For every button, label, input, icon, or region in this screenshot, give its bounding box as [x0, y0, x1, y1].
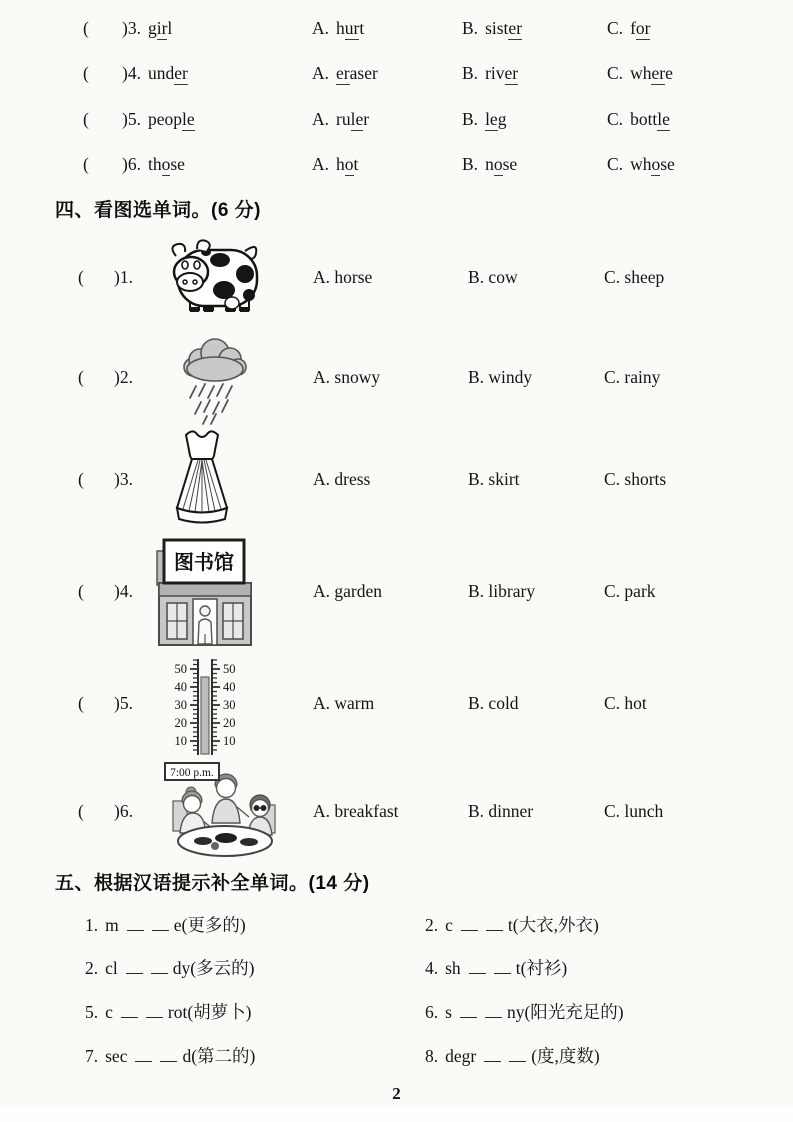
blank-line — [121, 1002, 138, 1018]
option-word — [630, 18, 650, 40]
opt-underlined: er — [508, 18, 523, 38]
word-pre: s — [445, 1002, 452, 1022]
question-number: )3. — [122, 18, 141, 38]
opt-underlined: o — [344, 154, 354, 174]
stem-word — [148, 109, 195, 131]
option-c: C. hot — [604, 693, 647, 713]
fill-row — [0, 914, 793, 936]
option-b: B. library — [468, 581, 536, 601]
stem-word — [148, 18, 172, 40]
option-b — [462, 17, 522, 39]
option-label: B. — [462, 154, 479, 174]
item-number: 4. — [425, 958, 439, 978]
opt-underlined: le — [350, 109, 364, 129]
stem-word — [148, 63, 188, 85]
option-a: A. dress — [313, 469, 371, 489]
opt-post: t — [359, 18, 365, 38]
opt-pre: wh — [630, 154, 652, 174]
word-pre: c — [445, 915, 453, 935]
option-c: C. shorts — [604, 469, 667, 489]
blank-line — [460, 1002, 477, 1018]
opt-post: r — [363, 109, 370, 129]
answer-bracket: ( — [78, 693, 84, 713]
option-b: B. windy — [468, 367, 533, 387]
blank-line — [485, 1002, 502, 1018]
option-word — [336, 154, 358, 176]
page-number: 2 — [392, 1084, 401, 1103]
opt-underlined: or — [635, 18, 651, 38]
word-pre: m — [105, 915, 119, 935]
chinese-hint: (大衣,外衣) — [512, 915, 599, 935]
question-stem — [122, 17, 172, 39]
chinese-hint: (度,度数) — [531, 1046, 600, 1066]
item-number: 5. — [85, 1002, 99, 1022]
opt-underlined: le — [485, 109, 498, 129]
word-pre: c — [105, 1002, 113, 1022]
option-label: B. — [462, 63, 479, 83]
chinese-hint: (第二的) — [191, 1046, 256, 1066]
time-label: 7:00 p.m. — [170, 767, 214, 779]
answer-bracket: ( — [83, 154, 89, 174]
picture-question-row — [0, 266, 793, 288]
fill-item — [425, 1045, 600, 1067]
blank-line — [484, 1046, 501, 1062]
opt-pre: bott — [630, 109, 658, 129]
fill-item — [425, 914, 599, 936]
option-word — [336, 63, 378, 85]
word-post: t — [507, 915, 513, 935]
question-stem — [122, 153, 185, 175]
thermometer-scale-number: 40 — [174, 680, 187, 694]
opt-post: e — [665, 63, 673, 83]
opt-post: t — [353, 154, 359, 174]
option-b — [462, 62, 518, 84]
question-number: )6. — [122, 154, 141, 174]
fill-item — [85, 914, 246, 936]
option-a: A. garden — [313, 581, 383, 601]
blank-line — [127, 915, 144, 931]
option-word — [630, 63, 673, 85]
option-a — [312, 17, 364, 39]
section4-title: 四、看图选单词。(6 分) — [55, 200, 262, 221]
option-word — [485, 18, 522, 40]
opt-pre: wh — [630, 63, 652, 83]
chinese-hint: (阳光充足的) — [524, 1002, 624, 1022]
option-a — [312, 153, 358, 175]
stem-pre: peop — [147, 109, 182, 129]
option-b: B. skirt — [468, 469, 520, 489]
question-number: )5. — [114, 693, 133, 713]
stem-underlined: er — [174, 63, 188, 83]
option-label: A. — [312, 18, 330, 38]
answer-bracket: ( — [78, 469, 84, 489]
page-bottom-margin — [0, 1106, 793, 1122]
blank-line — [126, 958, 143, 974]
chinese-hint: (多云的) — [190, 958, 255, 978]
option-c — [607, 17, 650, 39]
answer-bracket: ( — [78, 367, 84, 387]
thermometer-scale-number: 40 — [223, 680, 236, 694]
option-label: B. — [462, 109, 479, 129]
picture-question-row — [0, 468, 793, 490]
fill-row — [0, 1001, 793, 1023]
option-word — [630, 154, 675, 176]
opt-pre: h — [336, 154, 345, 174]
option-word — [336, 18, 364, 40]
stem-post: se — [170, 154, 185, 174]
word-pre: sh — [445, 958, 461, 978]
fill-item — [85, 1045, 255, 1067]
blank-line — [146, 1002, 163, 1018]
option-label: A. — [312, 154, 330, 174]
option-c: C. lunch — [604, 801, 664, 821]
opt-underlined: er — [651, 63, 666, 83]
option-a: A. snowy — [313, 367, 381, 387]
answer-bracket: ( — [83, 18, 89, 38]
phonics-row — [0, 153, 793, 175]
library-sign-text: 图书馆 — [174, 552, 234, 574]
opt-post: se — [660, 154, 675, 174]
fill-item — [425, 1001, 624, 1023]
stem-underlined: le — [181, 109, 195, 129]
phonics-row — [0, 17, 793, 39]
question-number: )4. — [122, 63, 141, 83]
question-stem — [122, 108, 195, 130]
question-number: )2. — [114, 367, 133, 387]
option-label: C. — [607, 63, 624, 83]
option-a: A. breakfast — [313, 801, 399, 821]
word-post: t — [515, 958, 521, 978]
thermometer-scale-number: 30 — [223, 698, 236, 712]
option-word — [336, 109, 369, 131]
option-label: A. — [312, 109, 330, 129]
item-number: 7. — [85, 1046, 99, 1066]
thermometer-scale-number: 50 — [223, 662, 236, 676]
picture-question-row — [0, 366, 793, 388]
fill-row — [0, 957, 793, 979]
answer-bracket: ( — [78, 801, 84, 821]
opt-post: g — [497, 109, 507, 129]
option-b: B. cow — [468, 267, 518, 287]
question-number: )3. — [114, 469, 133, 489]
option-word — [630, 109, 670, 131]
option-a — [312, 62, 378, 84]
opt-pre: n — [485, 154, 494, 174]
chinese-hint: (胡萝卜) — [187, 1002, 252, 1022]
option-c — [607, 108, 670, 130]
option-label: C. — [607, 18, 624, 38]
thermometer-scale-number: 50 — [174, 662, 187, 676]
fill-item — [85, 957, 254, 979]
option-word — [485, 154, 517, 176]
blank-line — [151, 958, 168, 974]
opt-pre: h — [336, 18, 345, 38]
question-number: )4. — [114, 581, 133, 601]
opt-pre: ru — [336, 109, 351, 129]
item-number: 2. — [85, 958, 99, 978]
dinner-scene-image — [163, 761, 283, 862]
word-post: dy — [172, 958, 191, 978]
question-number: )1. — [114, 267, 133, 287]
word-post: d — [182, 1046, 192, 1066]
question-stem — [122, 62, 188, 84]
picture-question-row — [0, 580, 793, 602]
opt-post: se — [502, 154, 518, 174]
option-a — [312, 108, 369, 130]
question-number: )6. — [114, 801, 133, 821]
blank-line — [469, 958, 486, 974]
option-b: B. cold — [468, 693, 519, 713]
word-post: rot — [167, 1002, 188, 1022]
picture-question-row — [0, 800, 793, 822]
phonics-row — [0, 62, 793, 84]
picture-question-row — [0, 692, 793, 714]
chinese-hint: (更多的) — [181, 915, 246, 935]
option-b — [462, 153, 517, 175]
library-image — [155, 537, 255, 652]
item-number: 6. — [425, 1002, 439, 1022]
thermometer-scale-number: 30 — [174, 698, 187, 712]
chinese-hint: (衬衫) — [520, 958, 568, 978]
word-pre: sec — [105, 1046, 128, 1066]
blank-line — [135, 1046, 152, 1062]
option-word — [485, 109, 506, 131]
rain-cloud-image — [178, 336, 250, 431]
phonics-row — [0, 108, 793, 130]
stem-pre: und — [147, 63, 175, 83]
word-pre: cl — [105, 958, 118, 978]
stem-underlined: ir — [156, 18, 168, 38]
blank-line — [160, 1046, 177, 1062]
option-c — [607, 62, 673, 84]
stem-underlined: o — [161, 154, 171, 174]
blank-line — [486, 915, 503, 931]
option-a: A. horse — [313, 267, 373, 287]
answer-bracket: ( — [83, 109, 89, 129]
word-post: e — [173, 915, 182, 935]
opt-underlined: ur — [344, 18, 360, 38]
stem-pre: g — [147, 18, 157, 38]
fill-row — [0, 1045, 793, 1067]
opt-pre: riv — [485, 63, 505, 83]
option-label: B. — [462, 18, 479, 38]
option-c: C. rainy — [604, 367, 661, 387]
option-c: C. sheep — [604, 267, 665, 287]
opt-underlined: le — [657, 109, 670, 129]
thermometer-scale-number: 10 — [174, 734, 187, 748]
dress-image — [170, 428, 234, 529]
option-label: C. — [607, 109, 624, 129]
answer-bracket: ( — [83, 63, 89, 83]
option-b — [462, 108, 506, 130]
stem-pre: th — [147, 154, 162, 174]
blank-line — [494, 958, 511, 974]
thermometer-scale-number: 20 — [223, 716, 236, 730]
thermometer-scale-number: 10 — [223, 734, 236, 748]
opt-pre: sist — [485, 18, 509, 38]
blank-line — [509, 1046, 526, 1062]
opt-pre: f — [630, 18, 636, 38]
opt-underlined: er — [336, 63, 350, 83]
stem-post: l — [167, 18, 173, 38]
blank-line — [461, 915, 478, 931]
thermometer-image — [163, 657, 247, 762]
opt-underlined: o — [651, 154, 661, 174]
question-number: )5. — [122, 109, 141, 129]
item-number: 2. — [425, 915, 439, 935]
option-word — [485, 63, 518, 85]
blank-line — [152, 915, 169, 931]
opt-underlined: er — [504, 63, 519, 83]
item-number: 1. — [85, 915, 99, 935]
opt-underlined: o — [493, 154, 503, 174]
fill-item — [85, 1001, 252, 1023]
cow-image — [166, 238, 264, 321]
fill-item — [425, 957, 567, 979]
option-b: B. dinner — [468, 801, 534, 821]
thermometer-scale-number: 20 — [174, 716, 187, 730]
section5-title: 五、根据汉语提示补全单词。(14 分) — [55, 873, 370, 894]
stem-word — [148, 154, 185, 176]
item-number: 8. — [425, 1046, 439, 1066]
option-c: C. park — [604, 581, 656, 601]
option-label: A. — [312, 63, 330, 83]
opt-post: aser — [349, 63, 378, 83]
option-label: C. — [607, 154, 624, 174]
option-c — [607, 153, 675, 175]
word-pre: degr — [445, 1046, 477, 1066]
answer-bracket: ( — [78, 267, 84, 287]
word-post: ny — [506, 1002, 525, 1022]
answer-bracket: ( — [78, 581, 84, 601]
option-a: A. warm — [313, 693, 375, 713]
